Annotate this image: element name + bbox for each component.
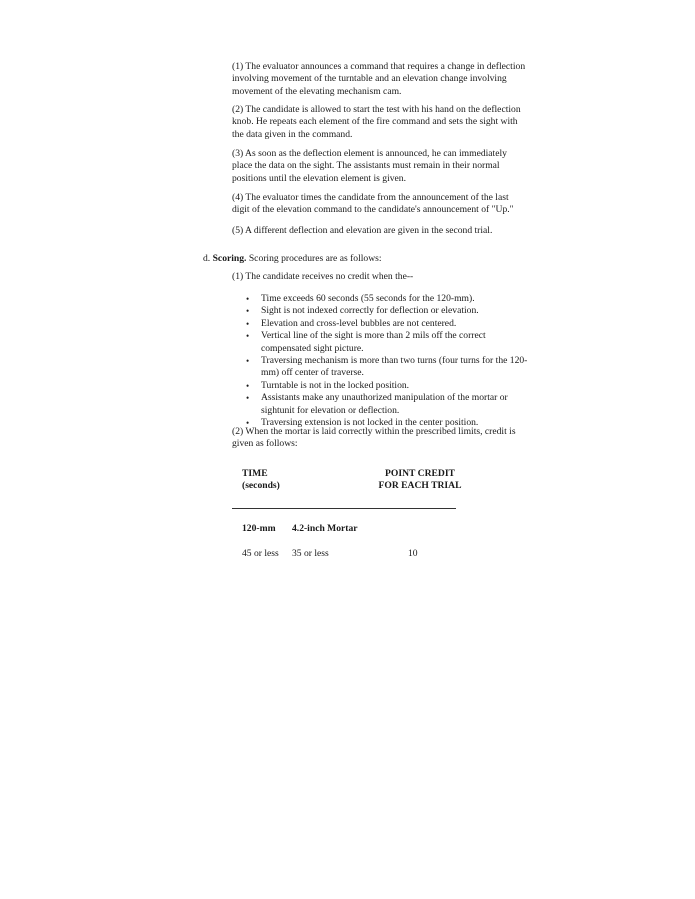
list-item: • Time exceeds 60 seconds (55 seconds for the 120-mm). <box>246 293 536 305</box>
no-credit-intro: (1) The candidate receives no credit when the-- <box>232 271 414 282</box>
scoring-heading <box>203 253 382 265</box>
cell-42-inch-time: 35 or less <box>292 548 329 559</box>
list-item: • Sight is not indexed correctly for deflection or elevation. <box>246 305 536 317</box>
paragraph-3: (3) As soon as the deflection element is announced, he can immediately place the data on the sight. The assistants must remain in their normal positions until the elevation element is given. <box>232 148 507 184</box>
paragraph-2: (2) The candidate is allowed to start the test with his hand on the deflection knob. He repeats each element of the fire command and sets the sight with the data given in the command. <box>232 104 521 140</box>
point-credit-column-header <box>372 468 468 492</box>
paragraph-1: (1) The evaluator announces a command that requires a change in deflection involving movement of the turntable and an elevation change involving movement of the elevating mechanism cam. <box>232 61 526 97</box>
time-column-header <box>242 468 280 492</box>
list-item: • Traversing extension is not locked in the center position. <box>246 417 536 429</box>
point-header-line-2: FOR EACH TRIAL <box>378 480 462 491</box>
list-item: • Vertical line of the sight is more than 2 mils off the correct compensated sight picture. <box>246 330 536 355</box>
time-header-line-1: TIME <box>242 468 268 479</box>
list-item: • Turntable is not in the locked position. <box>246 380 536 392</box>
sub-header-42-inch: 4.2-inch Mortar <box>292 523 358 534</box>
point-header-line-1: POINT CREDIT <box>385 468 455 479</box>
cell-120mm-time: 45 or less <box>242 548 279 559</box>
sub-header-120mm: 120-mm <box>242 523 276 534</box>
no-credit-list <box>246 293 536 429</box>
time-header-line-2: (seconds) <box>242 480 280 491</box>
scoring-prefix: d. <box>203 253 213 264</box>
list-item: • Assistants make any unauthorized manipulation of the mortar or sightunit for elevation or deflection. <box>246 392 536 417</box>
paragraph-4: (4) The evaluator times the candidate from the announcement of the last digit of the elevation command to the candidate's announcement of "Up." <box>232 192 514 216</box>
list-item: • Traversing mechanism is more than two turns (four turns for the 120-mm) off center of traverse. <box>246 355 536 380</box>
scoring-title: Scoring. <box>212 253 247 264</box>
table-divider <box>232 508 456 509</box>
credit-intro: (2) When the mortar is laid correctly within the prescribed limits, credit is given as follows: <box>232 426 516 450</box>
list-item: • Elevation and cross-level bubbles are not centered. <box>246 318 536 330</box>
scoring-text: Scoring procedures are as follows: <box>246 253 382 264</box>
cell-points: 10 <box>408 548 418 559</box>
paragraph-5: (5) A different deflection and elevation are given in the second trial. <box>232 225 493 236</box>
